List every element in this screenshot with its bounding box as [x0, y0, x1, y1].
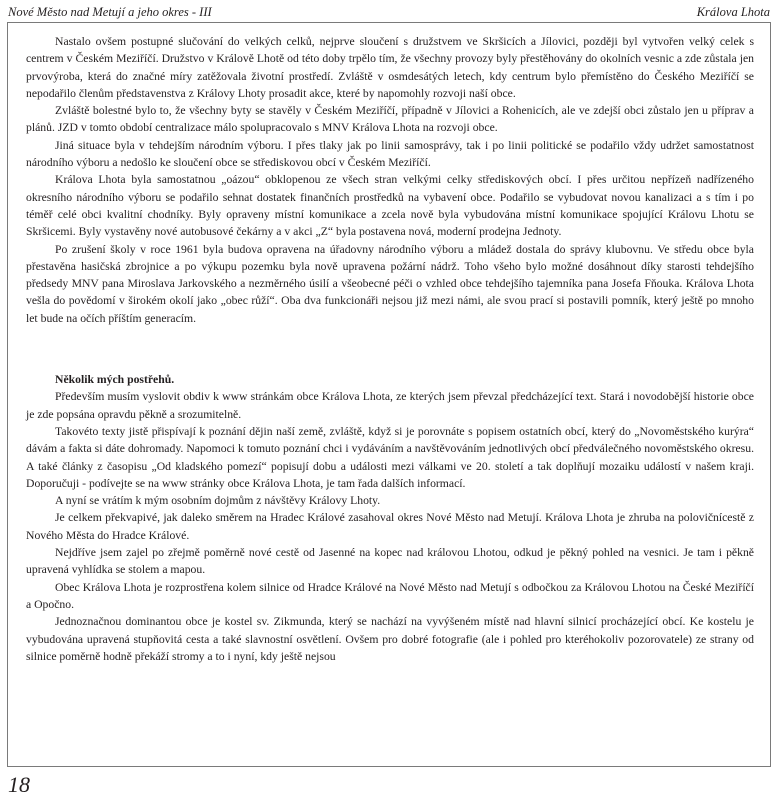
header-section-title: Králova Lhota — [696, 5, 770, 19]
running-header — [8, 5, 770, 23]
article-body — [26, 33, 754, 665]
header-publication-title: Nové Město nad Metují a jeho okres - III — [8, 5, 212, 19]
paragraph: Především musím vyslovit obdiv k www stránkám obce Králova Lhota, ze kterých jsem převzal předcházející text. Stará i novodobější historie obce je zde popsána opravdu pěkně a srozumitelně. — [26, 390, 754, 421]
paragraph: Je celkem překvapivé, jak daleko směrem na Hradec Králové zasahoval okres Nové Město nad Metují. Králova Lhota je zhruba na polovičnícestě z Nového Města do Hradce Králové. — [26, 511, 754, 542]
section-spacer — [26, 327, 754, 371]
paragraph: Nejdříve jsem zajel po zřejmě poměrně nové cestě od Jasenné na kopec nad královou Lhotou, odkud je pěkný pohled na vesnici. Je tam i pěkně upravená vyhlídka se stolem a mapou. — [26, 546, 754, 577]
page-number: 18 — [8, 772, 30, 797]
paragraph: Obec Králova Lhota je rozprostřena kolem silnice od Hradce Králové na Nové Město nad Metují s odbočkou za Královou Lhotou na České Meziříčí a Opočno. — [26, 580, 754, 611]
paragraph: Jednoznačnou dominantou obce je kostel sv. Zikmunda, který se nachází na vyvýšeném místě nad hlavní silnicí procházející obcí. Ke kostelu je vybudována upravená stupňovitá cesta a také slavnostní osvětlení. Ovšem pro dobré fotografie (ale i pohled pro kteréhokoliv pozorovatele) ze strany od silnice poměrně hodně překáží stromy a to i nyní, kdy ještě nejsou — [26, 615, 754, 663]
paragraph: Jiná situace byla v tehdejším národním výboru. I přes tlaky jak po linii samosprávy, tak i po linii politické se podařilo vždy udržet samostatnost národního výboru a nedošlo ke sloučení obce se střediskovou obcí v Českém Meziříčí. — [26, 138, 754, 170]
paragraph: Zvláště bolestné bylo to, že všechny byty se stavěly v Českém Meziříčí, případně v Jílovici a Rohenicích, ale ve zdejší obci zůstalo jen u příprav a plánů. JZD v tomto období centralizace málo spolupracovalo s MNV Králova Lhota na rozvoji obce. — [26, 104, 754, 135]
paragraph: A nyní se vrátím k mým osobním dojmům z návštěvy Královy Lhoty. — [55, 494, 381, 508]
paragraph: Po zrušení školy v roce 1961 byla budova opravena na úřadovny národního výboru a mládež dostala do správy klubovnu. Ve středu obce byla přestavěna hasičská zbrojnice a po výkupu pozemku byla nově upravena požární nádrž. Toho všeho bylo možné dosáhnout díky starosti tehdejšího předsedy MNV pana Miroslava Jarkovského a nezměrného úsilí a všeobecné péči o vzhled obce tehdejšího tajemníka pana Josefa Fňouka. Králova Lhota vešla do povědomí v širokém okolí jako „obec růží“. Oba dva funkcionáři nejsou již mezi námi, ale svou prací si postavili pomník, který ještě po mnoho let bude na očích příštím generacím. — [26, 242, 754, 325]
section-heading: Několik mých postřehů. — [55, 373, 175, 387]
paragraph: Nastalo ovšem postupné slučování do velkých celků, nejprve sloučení s družstvem ve Skršicích a Jílovici, později byl vytvořen velký celek s centrem v Českém Meziříčí. Družstvo v Královĕ Lhotĕ od této doby trpělo tím, že všechny provozy byly přestěhovány do okolních vesnic a zde zůstala jen prvovýroba, která do značné míry zatěžovala životní prostředí. Zvláště v osmdesátých letech, kdy centrum bylo přemístěno do Českého Meziříčí se nepodařilo členům představenstva z Královy Lhoty prosadit akce, které by napomohly rozvoji naší obce. — [26, 35, 754, 100]
paragraph: Takovéto texty jistě přispívají k poznání dějin naší země, zvláště, když si je porovnáte s popisem ostatních obcí, který do „Novoměstského kurýra“ dávám a fakta si dáte dohromady. Napomoci k tomuto poznání chci i vydáváním a navštěvováním jednotlivých obcí předválečného novoměstského okresu. A také články z časopisu „Od kladského pomezí“ popisují dobu a události mezi válkami ve 20. století a tak doplňují mozaiku událostí v našem kraji. Doporučuji - podívejte se na www stránky obce Králova Lhota, je tam řada dalších informací. — [26, 424, 754, 490]
page-frame — [7, 22, 771, 767]
paragraph: Králova Lhota byla samostatnou „oázou“ obklopenou ze všech stran velkými celky střediskových obcí. I přes určitou nepřízeň nadřízeného okresního národního výboru se podařilo sehnat dostatek finančních prostředků na vybavení obce. Podařilo se vybudovat novou kanalizaci a s tím i po téměř celé obci kvalitní chodníky. Byly opraveny místní komunikace a zcela nově byla vybudována místní komunikace spojující Královu Lhotu se Skršicemi. Byly vystavěny nové autobusové čekárny a v akci „Z“ byla postavena nová, moderní prodejna Jednoty. — [26, 173, 754, 239]
